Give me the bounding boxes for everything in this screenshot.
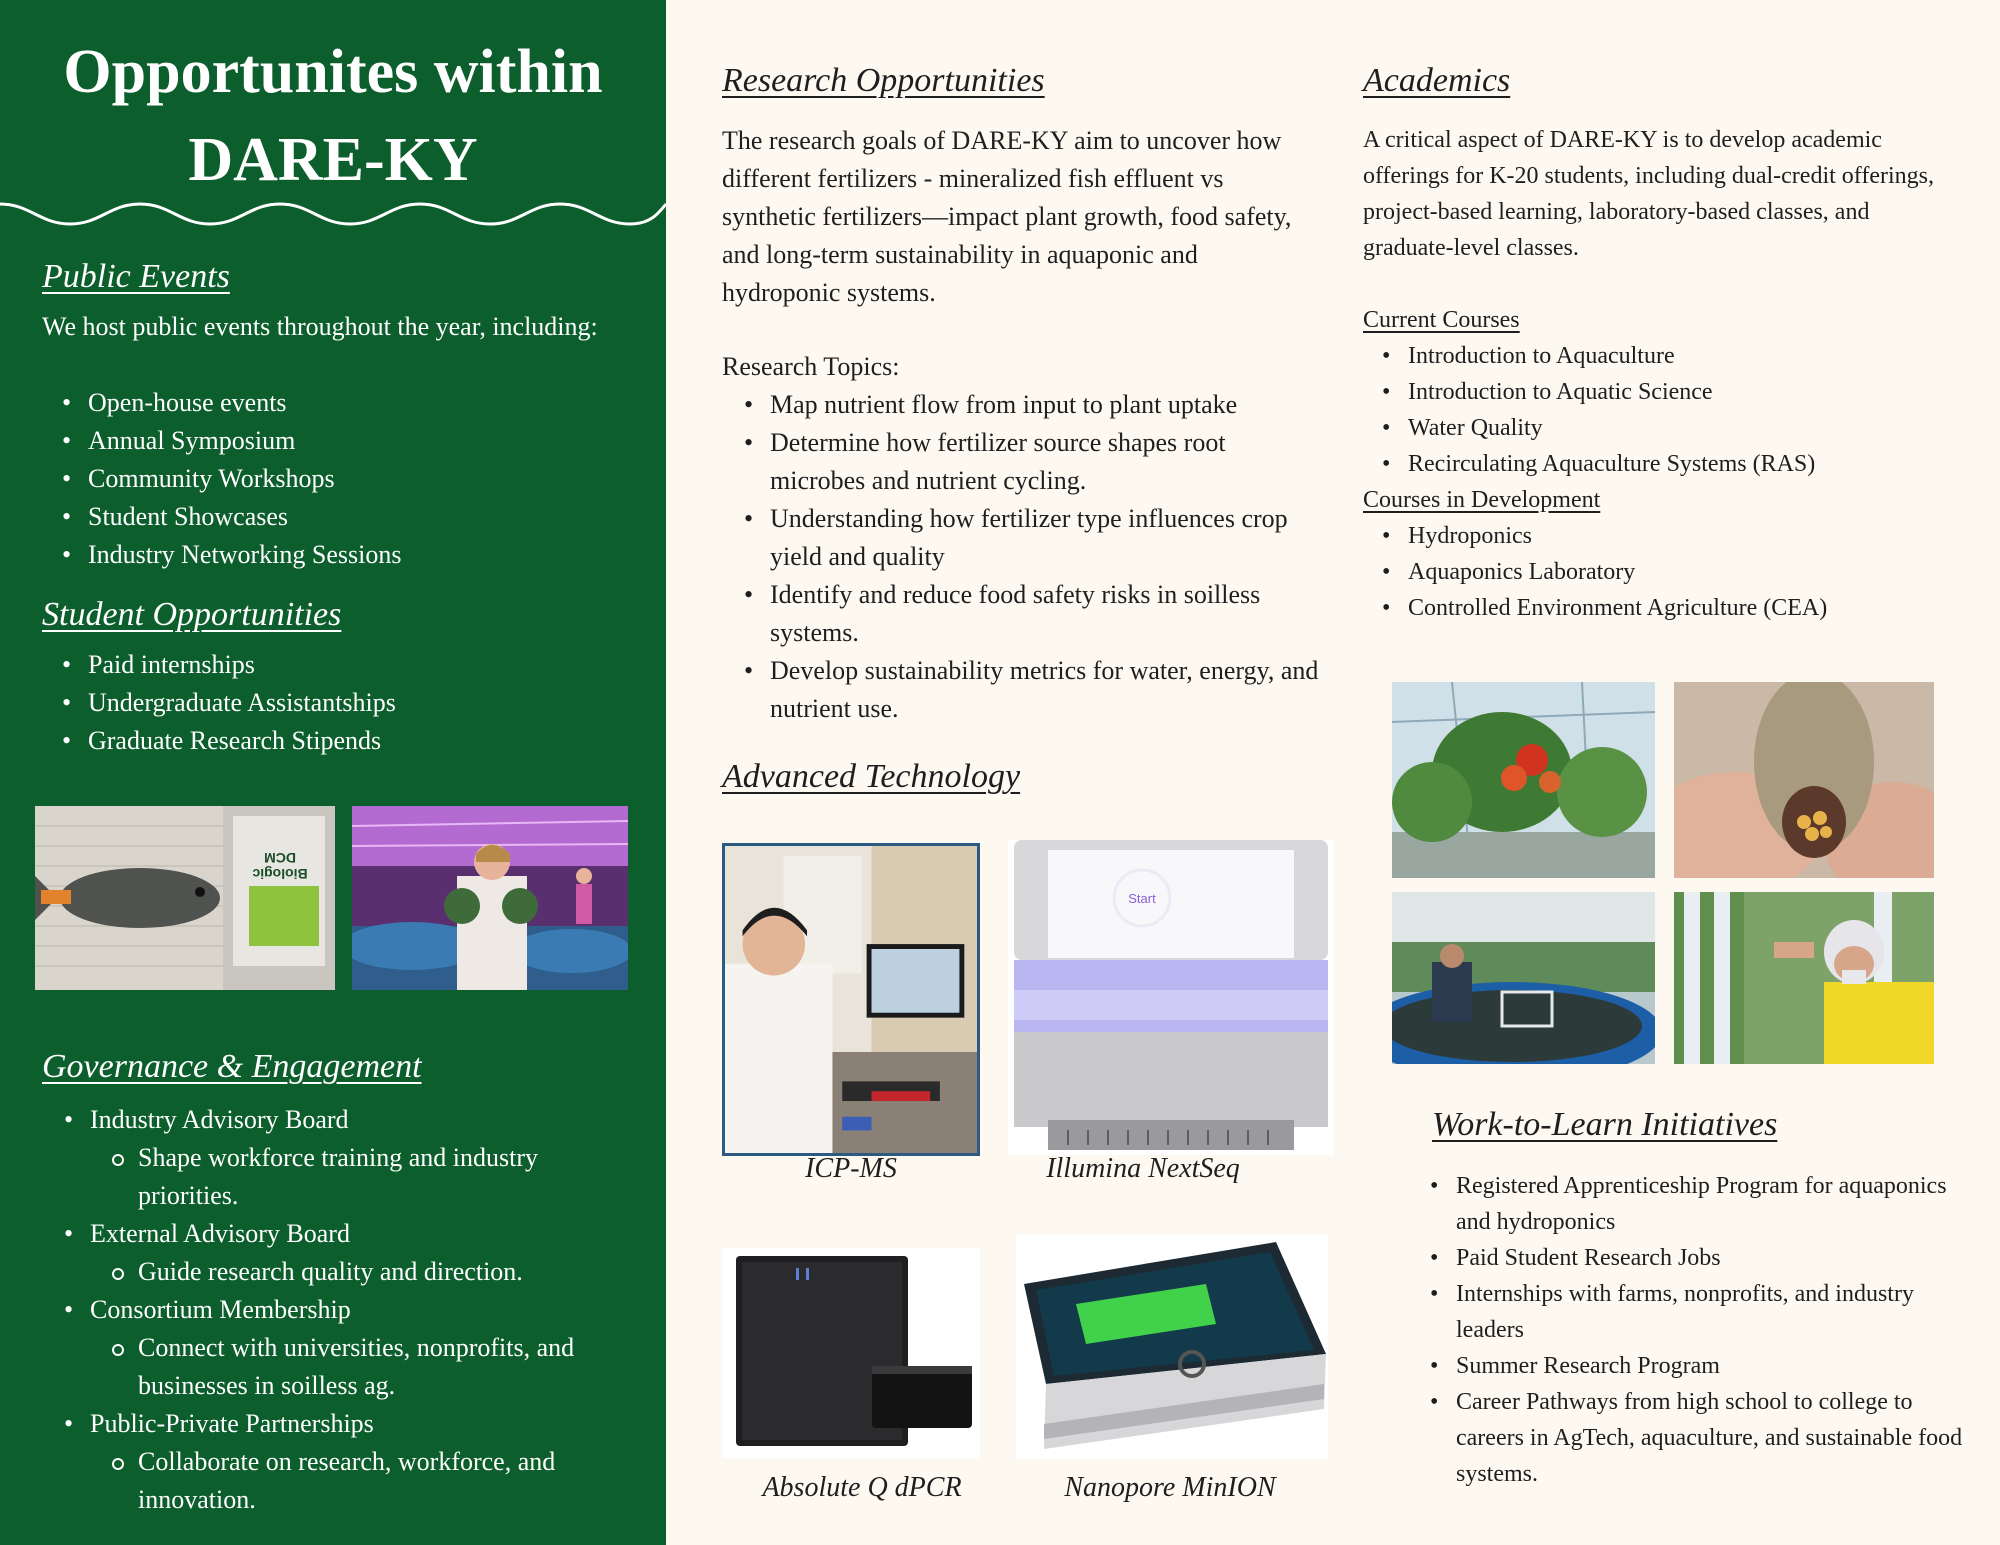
- list-item: • Aquaponics Laboratory: [1408, 554, 1827, 590]
- list-item: • Summer Research Program: [1456, 1348, 1976, 1384]
- public-events-heading: Public Events: [42, 258, 230, 295]
- list-item: [90, 1405, 630, 1519]
- title-line-1: Opportunites within: [63, 38, 603, 106]
- tech-heading: Advanced Technology: [722, 758, 1021, 795]
- work-to-learn-list: [1456, 1168, 1976, 1492]
- list-item: • Hydroponics: [1408, 518, 1827, 554]
- research-topics-list: [770, 386, 1325, 728]
- list-item: • Community Workshops: [88, 460, 401, 498]
- sub-item: Collaborate on research, workforce, and innovation.: [90, 1443, 630, 1519]
- research-paragraph: The research goals of DARE-KY aim to uncover how different fertilizers - mineralized fish effluent vs synthetic fertilizers—impact plant growth, food safety, and long-term sustainability in aquaponic and hydroponic systems.: [722, 126, 1292, 307]
- sub-list: [90, 1443, 630, 1519]
- fish-photo: [35, 806, 335, 990]
- student-opps-heading: Student Opportunities: [42, 596, 342, 633]
- nextseq-start-label: Start: [1128, 891, 1156, 906]
- list-item: • Recirculating Aquaculture Systems (RAS): [1408, 446, 1815, 482]
- governance-item-label: External Advisory Board: [90, 1219, 350, 1248]
- list-item: • Map nutrient flow from input to plant uptake: [770, 386, 1325, 424]
- research-heading: Research Opportunities: [722, 62, 1045, 99]
- list-item: • Internships with farms, nonprofits, and industry leaders: [1456, 1276, 1976, 1348]
- photo-sign-text: Biologic DCM: [252, 850, 308, 882]
- caption-dpcr: Absolute Q dPCR: [762, 1472, 962, 1503]
- fish-mouth-photo: [1674, 682, 1934, 878]
- sub-list: [90, 1253, 630, 1291]
- list-item: • Registered Apprenticeship Program for aquaponics and hydroponics: [1456, 1168, 1976, 1240]
- list-item: [90, 1215, 630, 1291]
- current-courses-label: Current Courses: [1363, 307, 1520, 333]
- governance-list: [90, 1101, 630, 1519]
- student-opps-list: [88, 646, 396, 760]
- academics-paragraph: A critical aspect of DARE-KY is to develop academic offerings for K-20 students, including dual-credit offerings, project-based learning, laboratory-based classes, and graduate-level classes.: [1363, 127, 1934, 261]
- work-to-learn-heading: Work-to-Learn Initiatives: [1432, 1106, 1778, 1143]
- list-item: • Paid internships: [88, 646, 396, 684]
- list-item: • Determine how fertilizer source shapes root microbes and nutrient cycling.: [770, 424, 1325, 500]
- vertical-farm-photo: [1674, 892, 1934, 1064]
- academics-heading: Academics: [1363, 62, 1511, 99]
- list-item: • Career Pathways from high school to college to careers in AgTech, aquaculture, and sustainable food systems.: [1456, 1384, 1976, 1492]
- public-events-intro: We host public events throughout the year, including:: [42, 312, 598, 341]
- list-item: • Open-house events: [88, 384, 401, 422]
- sub-item: Connect with universities, nonprofits, and businesses in soilless ag.: [90, 1329, 630, 1405]
- left-panel: [0, 0, 666, 1545]
- list-item: • Introduction to Aquaculture: [1408, 338, 1815, 374]
- research-topics-label: Research Topics:: [722, 352, 900, 381]
- caption-nextseq: Illumina NextSeq: [1046, 1153, 1240, 1184]
- list-item: [90, 1101, 630, 1215]
- governance-item-label: Industry Advisory Board: [90, 1105, 349, 1134]
- list-item: [90, 1291, 630, 1405]
- list-item: • Develop sustainability metrics for water, energy, and nutrient use.: [770, 652, 1325, 728]
- caption-icp-ms: ICP-MS: [805, 1153, 897, 1184]
- page-title: [0, 28, 666, 204]
- dev-courses-label: Courses in Development: [1363, 487, 1601, 513]
- governance-item-label: Public-Private Partnerships: [90, 1409, 374, 1438]
- fish-tank-photo: [1392, 892, 1655, 1064]
- list-item: • Understanding how fertilizer type influences crop yield and quality: [770, 500, 1325, 576]
- greenhouse-lights-photo: [352, 806, 628, 990]
- tomato-photo: [1392, 682, 1655, 878]
- sub-list: [90, 1329, 630, 1405]
- list-item: • Industry Networking Sessions: [88, 536, 401, 574]
- list-item: • Identify and reduce food safety risks in soilless systems.: [770, 576, 1325, 652]
- list-item: • Annual Symposium: [88, 422, 401, 460]
- sub-item: Shape workforce training and industry priorities.: [90, 1139, 630, 1215]
- title-line-2: DARE-KY: [188, 126, 478, 194]
- nextseq-photo: [1008, 840, 1334, 1155]
- sub-list: [90, 1139, 630, 1215]
- wave-divider: [0, 190, 666, 240]
- caption-minion: Nanopore MinION: [1064, 1472, 1276, 1503]
- list-item: • Controlled Environment Agriculture (CEA): [1408, 590, 1827, 626]
- icp-ms-photo: [722, 843, 980, 1156]
- current-courses-list: [1408, 338, 1815, 482]
- sub-item: Guide research quality and direction.: [90, 1253, 630, 1291]
- list-item: • Undergraduate Assistantships: [88, 684, 396, 722]
- dpcr-photo: [722, 1248, 980, 1458]
- public-events-list: [88, 384, 401, 574]
- minion-photo: [1016, 1234, 1328, 1459]
- list-item: • Graduate Research Stipends: [88, 722, 396, 760]
- list-item: • Paid Student Research Jobs: [1456, 1240, 1976, 1276]
- dev-courses-list: [1408, 518, 1827, 626]
- list-item: • Introduction to Aquatic Science: [1408, 374, 1815, 410]
- governance-item-label: Consortium Membership: [90, 1295, 351, 1324]
- list-item: • Water Quality: [1408, 410, 1815, 446]
- governance-heading: Governance & Engagement: [42, 1048, 422, 1085]
- list-item: • Student Showcases: [88, 498, 401, 536]
